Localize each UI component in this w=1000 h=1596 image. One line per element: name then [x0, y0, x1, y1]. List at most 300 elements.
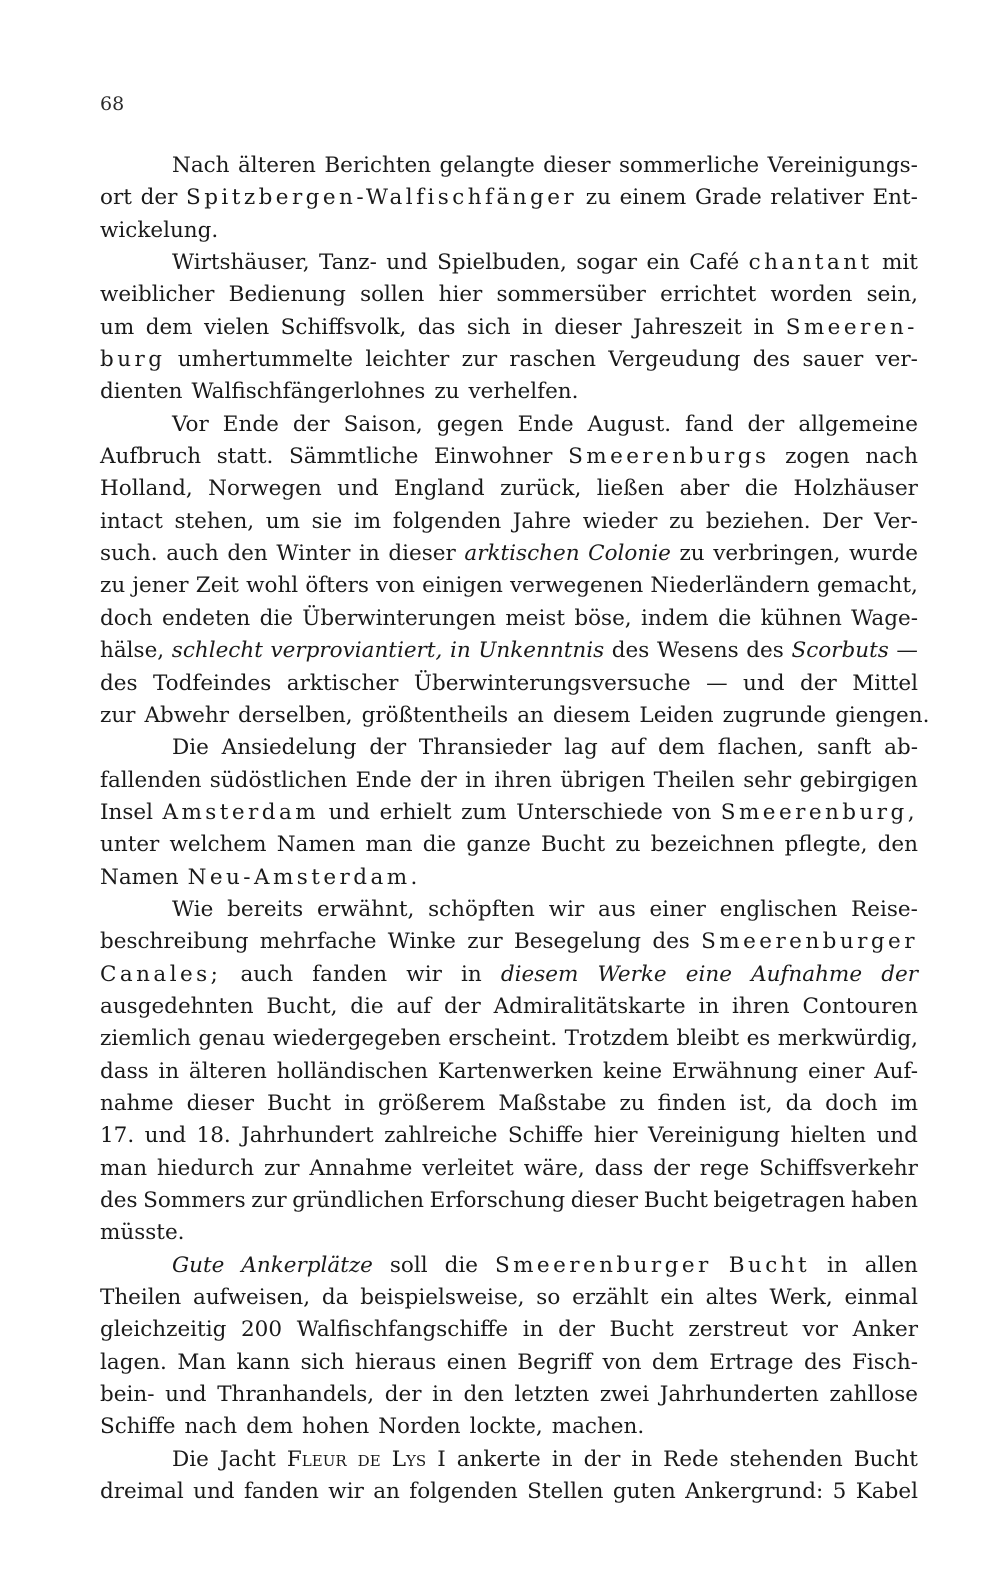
word: erscheint.: [448, 1026, 558, 1052]
word: leichter: [365, 347, 450, 373]
word: Holland,: [100, 476, 193, 502]
word: Ankergrund:: [685, 1479, 824, 1505]
word: zu: [100, 573, 126, 599]
word: ziemlich: [100, 1026, 191, 1052]
word: Bedienung: [228, 282, 346, 308]
word: lagen.: [100, 1349, 167, 1375]
text-line: [100, 279, 918, 311]
text-line: [100, 441, 918, 473]
word: zur: [264, 1155, 300, 1181]
word: dieser: [554, 314, 622, 340]
word: Ende: [355, 767, 412, 793]
word: Jacht: [219, 1446, 276, 1472]
word: hier: [593, 1123, 638, 1149]
word: hier: [438, 282, 483, 308]
word: wohl: [246, 573, 299, 599]
word: sommerliche: [618, 153, 760, 178]
text-line: [100, 862, 918, 894]
word: dieser: [186, 1090, 255, 1116]
word: relativer: [770, 185, 864, 211]
word: Begriff: [517, 1349, 593, 1375]
word: Die: [172, 1446, 209, 1472]
word: älteren: [237, 153, 316, 178]
word: hieraus: [354, 1349, 437, 1375]
word: des: [803, 1349, 842, 1375]
word: Stellen: [527, 1479, 604, 1505]
word: folgenden: [409, 1479, 518, 1505]
word: des: [100, 1188, 138, 1213]
word: fanden: [312, 961, 388, 987]
word: Bucht: [267, 1090, 332, 1116]
word: erwähnt,: [316, 896, 415, 922]
word: mehrfache: [259, 929, 377, 955]
word: Wie: [172, 896, 214, 922]
word: Wesens: [656, 638, 739, 664]
word: englischen: [719, 896, 838, 922]
word: schlecht: [171, 638, 263, 664]
word: Abwehr: [144, 702, 230, 728]
word: ab-: [884, 735, 918, 761]
text-line: [100, 732, 918, 764]
word: Namen: [276, 832, 356, 858]
word: zogen: [785, 444, 850, 470]
word: übrigen: [560, 767, 646, 793]
word: ganze: [466, 832, 531, 858]
word: haben: [850, 1188, 918, 1213]
word: Unkenntnis: [478, 638, 605, 664]
word: fand: [685, 411, 734, 437]
word: letzten: [514, 1382, 590, 1408]
word: holländischen: [276, 1058, 428, 1084]
word: Aufnahme: [751, 961, 863, 987]
word: Die: [172, 735, 209, 761]
text-line: [100, 1379, 918, 1411]
word: bereits: [227, 896, 304, 922]
word: diesem: [552, 702, 631, 728]
word: vielen: [204, 314, 270, 340]
word: Vereinigung: [647, 1123, 781, 1149]
word: in: [631, 1446, 653, 1472]
word: und: [165, 1382, 207, 1408]
word: in: [551, 1446, 573, 1472]
word: Fleur: [286, 1446, 347, 1472]
word: Reise-: [851, 896, 918, 922]
word: Spielbuden,: [437, 250, 567, 276]
word: verleitet: [422, 1155, 514, 1181]
word: kann: [236, 1349, 291, 1375]
word: an: [373, 1479, 400, 1505]
word: ist,: [739, 1090, 773, 1116]
word: ankerte: [456, 1446, 541, 1472]
word: aufweisen,: [193, 1285, 311, 1311]
text-line: [100, 182, 918, 214]
word: von: [672, 799, 712, 825]
word: den: [463, 1382, 504, 1408]
word: Erwähnung: [671, 1058, 799, 1084]
text-line: [100, 1282, 918, 1314]
text-line: [100, 473, 918, 505]
word: zugrunde: [722, 702, 827, 728]
word: auch: [240, 961, 294, 987]
text-line: [100, 247, 918, 279]
word: des: [611, 638, 650, 664]
word: beispielsweise,: [360, 1285, 525, 1311]
word: dreimal: [100, 1479, 184, 1505]
text-line: [100, 635, 918, 667]
word: der: [420, 767, 457, 793]
word: Bucht: [853, 1446, 918, 1472]
word: raschen: [509, 347, 596, 373]
word: einem: [619, 185, 687, 211]
word: böse,: [574, 605, 632, 631]
word: ausgedehnten: [100, 993, 254, 1019]
word: folgenden: [392, 508, 502, 534]
word: der: [140, 185, 178, 211]
word: sie: [311, 508, 343, 534]
word: Ent-: [872, 185, 918, 211]
word: der: [369, 735, 407, 761]
word: genau: [198, 1026, 266, 1052]
text-line: [100, 603, 918, 635]
word: hielten: [790, 1123, 867, 1149]
word: auf: [396, 993, 432, 1019]
word: Smeerenburgs: [568, 444, 770, 470]
word: Thransieder: [418, 735, 552, 761]
word: erhielt: [379, 799, 452, 825]
word: einmal: [844, 1285, 918, 1311]
word: finden: [657, 1090, 727, 1116]
word: Winke: [387, 929, 456, 955]
word: dass: [594, 1155, 644, 1181]
word: Colonie: [588, 541, 671, 567]
text-line: [100, 376, 918, 408]
word: und: [876, 1123, 918, 1149]
word: Sommers: [143, 1188, 246, 1213]
word: die: [744, 476, 779, 502]
word: Scorbuts: [791, 638, 889, 664]
word: von: [376, 573, 415, 599]
word: Überwinterungen: [302, 605, 496, 631]
word: dienten: [100, 379, 183, 405]
word: zurück,: [500, 476, 582, 502]
word: zur: [461, 347, 498, 373]
word: Jahreszeit: [633, 314, 743, 340]
word: fanden: [243, 1479, 319, 1505]
word: dem: [658, 735, 705, 761]
word: in: [359, 541, 380, 567]
word: dieser: [388, 541, 456, 567]
text-line: [100, 1476, 918, 1508]
word: und: [144, 1123, 187, 1149]
word: Contouren: [802, 993, 918, 1019]
word: sich: [466, 314, 511, 340]
word: wir: [406, 961, 442, 987]
text-line: [100, 926, 918, 958]
word: Niederländern: [650, 573, 810, 599]
word: ein: [660, 1285, 694, 1311]
word: und: [193, 1479, 235, 1505]
word: allgemeine: [798, 411, 918, 437]
word: es: [746, 1026, 771, 1052]
word: umhertummelte: [177, 347, 354, 373]
word: endeten: [161, 605, 251, 631]
word: doch: [100, 605, 153, 631]
word: diesem: [500, 961, 579, 987]
word: 17.: [100, 1123, 135, 1149]
word: gegen: [436, 411, 504, 437]
word: da: [321, 1285, 349, 1311]
word: worden: [770, 282, 853, 308]
word: des: [746, 638, 784, 664]
word: wäre,: [523, 1155, 585, 1181]
word: 200: [241, 1317, 283, 1343]
word: Vereinigungs-: [767, 153, 918, 178]
word: südöstlichen: [209, 767, 348, 793]
word: sehr: [743, 767, 792, 793]
word: der: [292, 411, 330, 437]
word: und: [337, 476, 379, 502]
text-line: [100, 1444, 918, 1476]
word: in: [753, 314, 775, 340]
word: größtentheils: [361, 702, 509, 728]
word: errichtet: [660, 282, 757, 308]
word: zu: [615, 832, 641, 858]
word: wiedergegeben: [272, 1026, 441, 1052]
text-line: [100, 1023, 918, 1055]
word: keine: [602, 1058, 663, 1084]
word: des: [100, 670, 138, 696]
word: Kartenwerken: [437, 1058, 594, 1084]
word: Neu-Amsterdam.: [187, 864, 421, 890]
word: wieder: [582, 508, 658, 534]
word: dem: [651, 1349, 699, 1375]
word: größerem: [377, 1090, 486, 1116]
word: zu: [669, 508, 695, 534]
word: im: [353, 508, 382, 534]
text-line: [100, 1088, 918, 1120]
word: den: [877, 832, 918, 858]
word: Werk,: [769, 1285, 833, 1311]
word: und: [743, 670, 785, 696]
word: zum: [461, 799, 507, 825]
word: so: [536, 1285, 561, 1311]
word: Ende: [517, 411, 574, 437]
word: und: [386, 250, 428, 276]
word: giengen.: [835, 702, 930, 728]
word: in: [522, 1317, 544, 1343]
word: derselben,: [238, 702, 353, 728]
word: altes: [705, 1285, 758, 1311]
word: der: [799, 670, 837, 696]
word: erzählt: [572, 1285, 649, 1311]
word: Besegelung: [513, 929, 642, 955]
word: Kabel: [855, 1479, 918, 1505]
word: zur: [251, 1188, 287, 1213]
word: Norden: [378, 1414, 461, 1440]
word: wurde: [848, 541, 918, 567]
word: in: [698, 993, 720, 1019]
word: Rede: [663, 1446, 719, 1472]
word: verproviantiert,: [270, 638, 443, 664]
word: Smeerenburger: [701, 929, 918, 955]
word: vor: [802, 1317, 838, 1343]
word: Berichten: [324, 153, 432, 178]
word: nahme: [100, 1090, 174, 1116]
word: I: [437, 1446, 446, 1472]
text-line: [100, 797, 918, 829]
word: Vor: [172, 411, 209, 437]
word: Theilen: [653, 767, 735, 793]
word: Spitzbergen-Walfischfänger: [186, 185, 578, 211]
word: England: [394, 476, 485, 502]
text-line: [100, 765, 918, 797]
text-line: [100, 150, 918, 182]
word: die: [717, 605, 752, 631]
word: der: [747, 411, 785, 437]
word: öfters: [305, 573, 369, 599]
word: Ende: [222, 411, 279, 437]
word: Walfischfangschiffe: [296, 1317, 509, 1343]
word: allen: [864, 1252, 918, 1278]
text-line: [100, 894, 918, 926]
word: ließen: [596, 476, 665, 502]
word: gründlichen: [292, 1188, 424, 1213]
word: man: [365, 832, 413, 858]
word: Ankerplätze: [241, 1252, 373, 1278]
word: sollen: [360, 282, 425, 308]
word: des: [652, 929, 690, 955]
word: beigetragen: [713, 1188, 846, 1213]
word: einen: [446, 1349, 507, 1375]
text-line: [100, 1185, 918, 1217]
word: der: [558, 1317, 595, 1343]
word: ein: [646, 250, 680, 276]
word: Anker: [852, 1317, 918, 1343]
word: zerstreut: [688, 1317, 788, 1343]
text-line: [100, 1347, 918, 1379]
word: Aufbruch: [100, 444, 202, 470]
word: der: [384, 1382, 422, 1408]
word: älteren: [188, 1058, 267, 1084]
word: meist: [505, 605, 565, 631]
word: dem: [145, 314, 193, 340]
text-line: [100, 700, 930, 732]
text-line: [100, 1217, 918, 1249]
word: dem: [246, 1414, 293, 1440]
text-line: [100, 829, 918, 861]
text-line: [100, 506, 918, 538]
word: bezeichnen: [650, 832, 775, 858]
word: zu: [434, 379, 460, 405]
word: einigen: [422, 573, 503, 599]
word: die: [350, 993, 384, 1019]
word: zu: [619, 1090, 645, 1116]
word: zu: [679, 541, 705, 567]
word: Ansiedelung: [221, 735, 357, 761]
word: soll: [389, 1252, 428, 1278]
word: einer: [807, 1058, 865, 1084]
word: chantant: [748, 250, 873, 276]
word: im: [890, 1090, 918, 1116]
word: eine: [685, 961, 732, 987]
word: de: [357, 1446, 381, 1472]
word: weiblicher: [100, 282, 215, 308]
word: Einwohner: [433, 444, 553, 470]
word: müsste.: [100, 1220, 185, 1246]
word: welchem: [169, 832, 267, 858]
word: den: [227, 541, 268, 567]
word: Wage-: [851, 605, 918, 631]
word: Maßstabe: [498, 1090, 607, 1116]
word: Canales;: [100, 961, 222, 987]
word: Bucht,: [266, 993, 338, 1019]
word: mit: [882, 250, 918, 276]
word: hiedurch: [156, 1155, 255, 1181]
word: guten: [612, 1479, 676, 1505]
word: pflegte,: [784, 832, 868, 858]
word: der: [881, 961, 918, 987]
text-line: [100, 1250, 918, 1282]
word: Der: [822, 508, 863, 534]
word: Winter: [276, 541, 351, 567]
word: Lys: [391, 1446, 427, 1472]
text-line: [100, 959, 918, 991]
word: aber: [679, 476, 730, 502]
word: stehen,: [174, 508, 255, 534]
word: wickelung.: [100, 217, 219, 243]
word: Tanz-: [318, 250, 377, 276]
word: um: [265, 508, 300, 534]
word: Namen: [100, 864, 179, 890]
word: Man: [177, 1349, 227, 1375]
text-line: [100, 1120, 918, 1152]
word: sich: [300, 1349, 345, 1375]
word: Überwinterungsversuche: [413, 670, 691, 696]
word: in: [827, 1252, 848, 1278]
text-line: [100, 312, 918, 344]
word: an: [517, 702, 544, 728]
word: —: [706, 670, 728, 696]
word: zwei: [599, 1382, 650, 1408]
word: der: [583, 1446, 621, 1472]
word: stehenden: [729, 1446, 843, 1472]
word: Unterschiede: [516, 799, 663, 825]
word: Smeeren-: [785, 314, 918, 340]
word: Walfischfängerlohnes: [191, 379, 426, 405]
word: fallenden: [100, 767, 202, 793]
word: die: [259, 605, 293, 631]
word: statt.: [216, 444, 274, 470]
word: Ver-: [874, 508, 918, 534]
word: sanft: [817, 735, 872, 761]
word: ort: [100, 185, 132, 211]
word: Grade: [694, 185, 762, 211]
word: Smeerenburg,: [720, 799, 918, 825]
word: Schiffe: [100, 1414, 176, 1440]
word: in: [461, 961, 482, 987]
word: kühnen: [760, 605, 842, 631]
word: nach: [865, 444, 918, 470]
word: Insel: [100, 799, 153, 825]
word: bein-: [100, 1382, 155, 1408]
word: sogar: [576, 250, 638, 276]
word: Erforschung: [429, 1188, 566, 1213]
word: Smeerenburger: [494, 1252, 712, 1278]
text-line: [100, 1411, 918, 1443]
word: sommersüber: [496, 282, 646, 308]
word: der: [443, 993, 481, 1019]
word: dass: [100, 1058, 149, 1084]
